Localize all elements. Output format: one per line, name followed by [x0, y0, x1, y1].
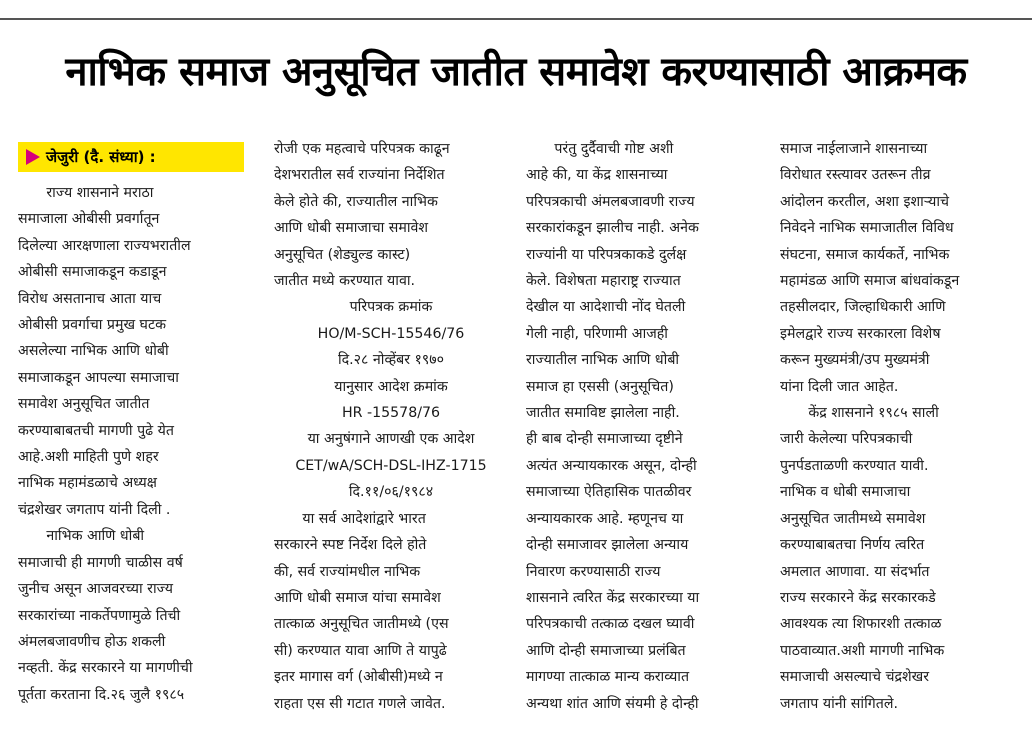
text-line: नाभिक आणि धोबी — [18, 528, 145, 545]
text-line: तहसीलदार, जिल्हाधिकारी आणि — [780, 299, 946, 316]
text-line: निवारण करण्यासाठी राज्य — [526, 563, 661, 580]
column-3-text — [526, 136, 760, 717]
text-line: चंद्रशेखर जगताप यांनी दिली . — [18, 501, 171, 518]
text-line: देशभरातील सर्व राज्यांना निर्देशित — [274, 167, 445, 184]
text-line: नव्हती. केंद्र सरकारने या मागणीची — [18, 660, 193, 677]
text-line: यांना दिली जात आहेत. — [780, 378, 899, 395]
text-line: या अनुषंगाने आणखी एक आदेश — [307, 431, 475, 448]
text-line: जातीत मध्ये करण्यात यावा. — [274, 273, 416, 290]
text-line: करण्याबाबतची मागणी पुढे येत — [18, 422, 174, 439]
text-line: ही बाब दोन्ही समाजाच्या दृष्टीने — [526, 431, 683, 448]
column-1 — [18, 142, 252, 754]
text-line: परंतु दुर्दैवाची गोष्ट अशी — [526, 141, 674, 157]
text-line: HO/M-SCH-15546/76 — [317, 325, 465, 342]
text-line: आहे.अशी माहिती पुणे शहर — [18, 449, 159, 466]
text-line: देखील या आदेशाची नोंद घेतली — [526, 299, 686, 316]
text-line: आवश्यक त्या शिफारशी तत्काळ — [780, 616, 942, 633]
column-4-text — [780, 136, 1014, 717]
text-line: महामंडळ आणि समाज बांधवांकडून — [780, 273, 960, 290]
text-line: समाजाची ही मागणी चाळीस वर्ष — [18, 554, 183, 571]
text-line: समाजाला ओबीसी प्रवर्गातून — [18, 211, 160, 228]
text-line: राज्य शासनाने मराठा — [18, 185, 154, 201]
text-line: आणि धोबी समाजाचा समावेश — [274, 220, 429, 237]
text-line: केले होते की, राज्यातील नाभिक — [274, 193, 438, 210]
text-line: अन्यायकारक आहे. म्हणूनच या — [526, 510, 684, 527]
text-line: आहे की, या केंद्र शासनाच्या — [526, 167, 668, 184]
column-2 — [274, 136, 508, 748]
text-line: समाजाकडून आपल्या समाजाचा — [18, 369, 179, 386]
text-line: परिपत्रकाची तत्काळ दखल घ्यावी — [526, 616, 695, 633]
text-line: परिपत्रकाची अंमलबजावणी राज्य — [526, 193, 695, 210]
dateline-box — [18, 142, 244, 172]
text-line: निवेदने नाभिक समाजातील विविध — [780, 220, 954, 237]
text-line: या सर्व आदेशांद्वारे भारत — [274, 510, 426, 527]
article-body — [18, 136, 1018, 748]
text-line: अंमलबजावणीच होऊ शकली — [18, 633, 166, 650]
column-4 — [780, 136, 1014, 748]
column-1-text — [18, 180, 252, 708]
text-line: की, सर्व राज्यांमधील नाभिक — [274, 563, 421, 580]
text-line: सरकारने स्पष्ट निर्देश दिले होते — [274, 537, 427, 554]
text-line: अमलात आणावा. या संदर्भात — [780, 563, 930, 580]
headline: नाभिक समाज अनुसूचित जातीत समावेश करण्यासाठी आक्रमक — [65, 49, 967, 95]
text-line: राज्य सरकारने केंद्र सरकारकडे — [780, 589, 936, 606]
text-line: शासनाने त्वरित केंद्र सरकारच्या या — [526, 589, 700, 606]
text-line: रोजी एक महत्वाचे परिपत्रक काढून — [274, 141, 450, 157]
text-line: समाजाची असल्याचे चंद्रशेखर — [780, 669, 930, 686]
text-line: CET/wA/SCH-DSL-IHZ-1715 — [295, 457, 487, 474]
text-line: पूर्तता करताना दि.२६ जुलै १९८५ — [18, 686, 185, 703]
text-line: दिलेल्या आरक्षणाला राज्यभरातील — [18, 237, 191, 254]
text-line: सी) करण्यात यावा आणि ते यापुढे — [274, 642, 447, 659]
text-line: विरोधात रस्त्यावर उतरून तीव्र — [780, 167, 931, 184]
text-line: जारी केलेल्या परिपत्रकाची — [780, 431, 913, 448]
text-line: करण्याबाबतचा निर्णय त्वरित — [780, 537, 925, 554]
text-line: आणि दोन्ही समाजाच्या प्रलंबित — [526, 642, 686, 659]
text-line: दि.२८ नोव्हेंबर १९७० — [337, 352, 445, 369]
text-line: अनुसूचित जातीमध्ये समावेश — [780, 510, 926, 527]
text-line: जातीत समाविष्ट झालेला नाही. — [526, 405, 680, 422]
text-line: विरोध असतानाच आता याच — [18, 290, 162, 307]
text-line: अनुसूचित (शेड्युल्ड कास्ट) — [274, 246, 411, 263]
text-line: आंदोलन करतील, अशा इशाऱ्याचे — [780, 193, 950, 210]
text-line: राहता एस सी गटात गणले जावेत. — [274, 695, 446, 712]
text-line: समाजाच्या ऐतिहासिक पातळीवर — [526, 484, 692, 501]
text-line: दि.११/०६/१९८४ — [348, 484, 434, 501]
text-line: अत्यंत अन्यायकारक असून, दोन्ही — [526, 457, 697, 474]
text-line: समावेश अनुसूचित जातीत — [18, 396, 150, 413]
arrow-icon — [26, 149, 40, 165]
text-line: नाभिक व धोबी समाजाचा — [780, 484, 911, 501]
text-line: परिपत्रक क्रमांक — [349, 299, 433, 316]
text-line: इतर मागास वर्ग (ओबीसी)मध्ये न — [274, 669, 443, 686]
text-line: राज्यांनी या परिपत्रकाकडे दुर्लक्ष — [526, 246, 687, 263]
text-line: सरकारांच्या नाकर्तेपणामुळे तिची — [18, 607, 181, 624]
top-rule — [0, 18, 1032, 20]
text-line: पुनर्पडताळणी करण्यात यावी. — [780, 457, 929, 474]
text-line: समाज नाईलाजाने शासनाच्या — [780, 141, 928, 157]
text-line: करून मुख्यमंत्री/उप मुख्यमंत्री — [780, 352, 930, 369]
text-line: केंद्र शासनाने १९८५ साली — [780, 405, 939, 422]
text-line: जुनीच असून आजवरच्या राज्य — [18, 581, 173, 598]
text-line: इमेलद्वारे राज्य सरकारला विशेष — [780, 325, 941, 342]
text-line: सरकारांकडून झालीच नाही. अनेक — [526, 220, 699, 237]
text-line: राज्यातील नाभिक आणि धोबी — [526, 352, 680, 369]
dateline: जेजुरी (दै. संध्या) : — [46, 148, 156, 166]
text-line: दोन्ही समाजावर झालेला अन्याय — [526, 537, 689, 554]
text-line: पाठवाव्यात.अशी मागणी नाभिक — [780, 642, 945, 659]
column-2-text — [274, 136, 508, 717]
text-line: ओबीसी प्रवर्गाचा प्रमुख घटक — [18, 317, 166, 334]
text-line: केले. विशेषता महाराष्ट्र राज्यात — [526, 273, 681, 290]
text-line: ओबीसी समाजाकडून कडाडून — [18, 264, 167, 281]
text-line: नाभिक महामंडळाचे अध्यक्ष — [18, 475, 157, 492]
column-3 — [526, 136, 760, 748]
text-line: मागण्या तात्काळ मान्य कराव्यात — [526, 669, 690, 686]
text-line: असलेल्या नाभिक आणि धोबी — [18, 343, 169, 360]
text-line: यानुसार आदेश क्रमांक — [334, 378, 448, 395]
text-line: समाज हा एससी (अनुसूचित) — [526, 378, 674, 395]
text-line: संघटना, समाज कार्यकर्ते, नाभिक — [780, 246, 950, 263]
text-line: जगताप यांनी सांगितले. — [780, 695, 898, 712]
text-line: तात्काळ अनुसूचित जातीमध्ये (एस — [274, 616, 449, 633]
text-line: HR -15578/76 — [341, 405, 441, 422]
text-line: अन्यथा शांत आणि संयमी हे दोन्ही — [526, 695, 699, 712]
text-line: गेली नाही, परिणामी आजही — [526, 325, 668, 342]
text-line: आणि धोबी समाज यांचा समावेश — [274, 589, 441, 606]
